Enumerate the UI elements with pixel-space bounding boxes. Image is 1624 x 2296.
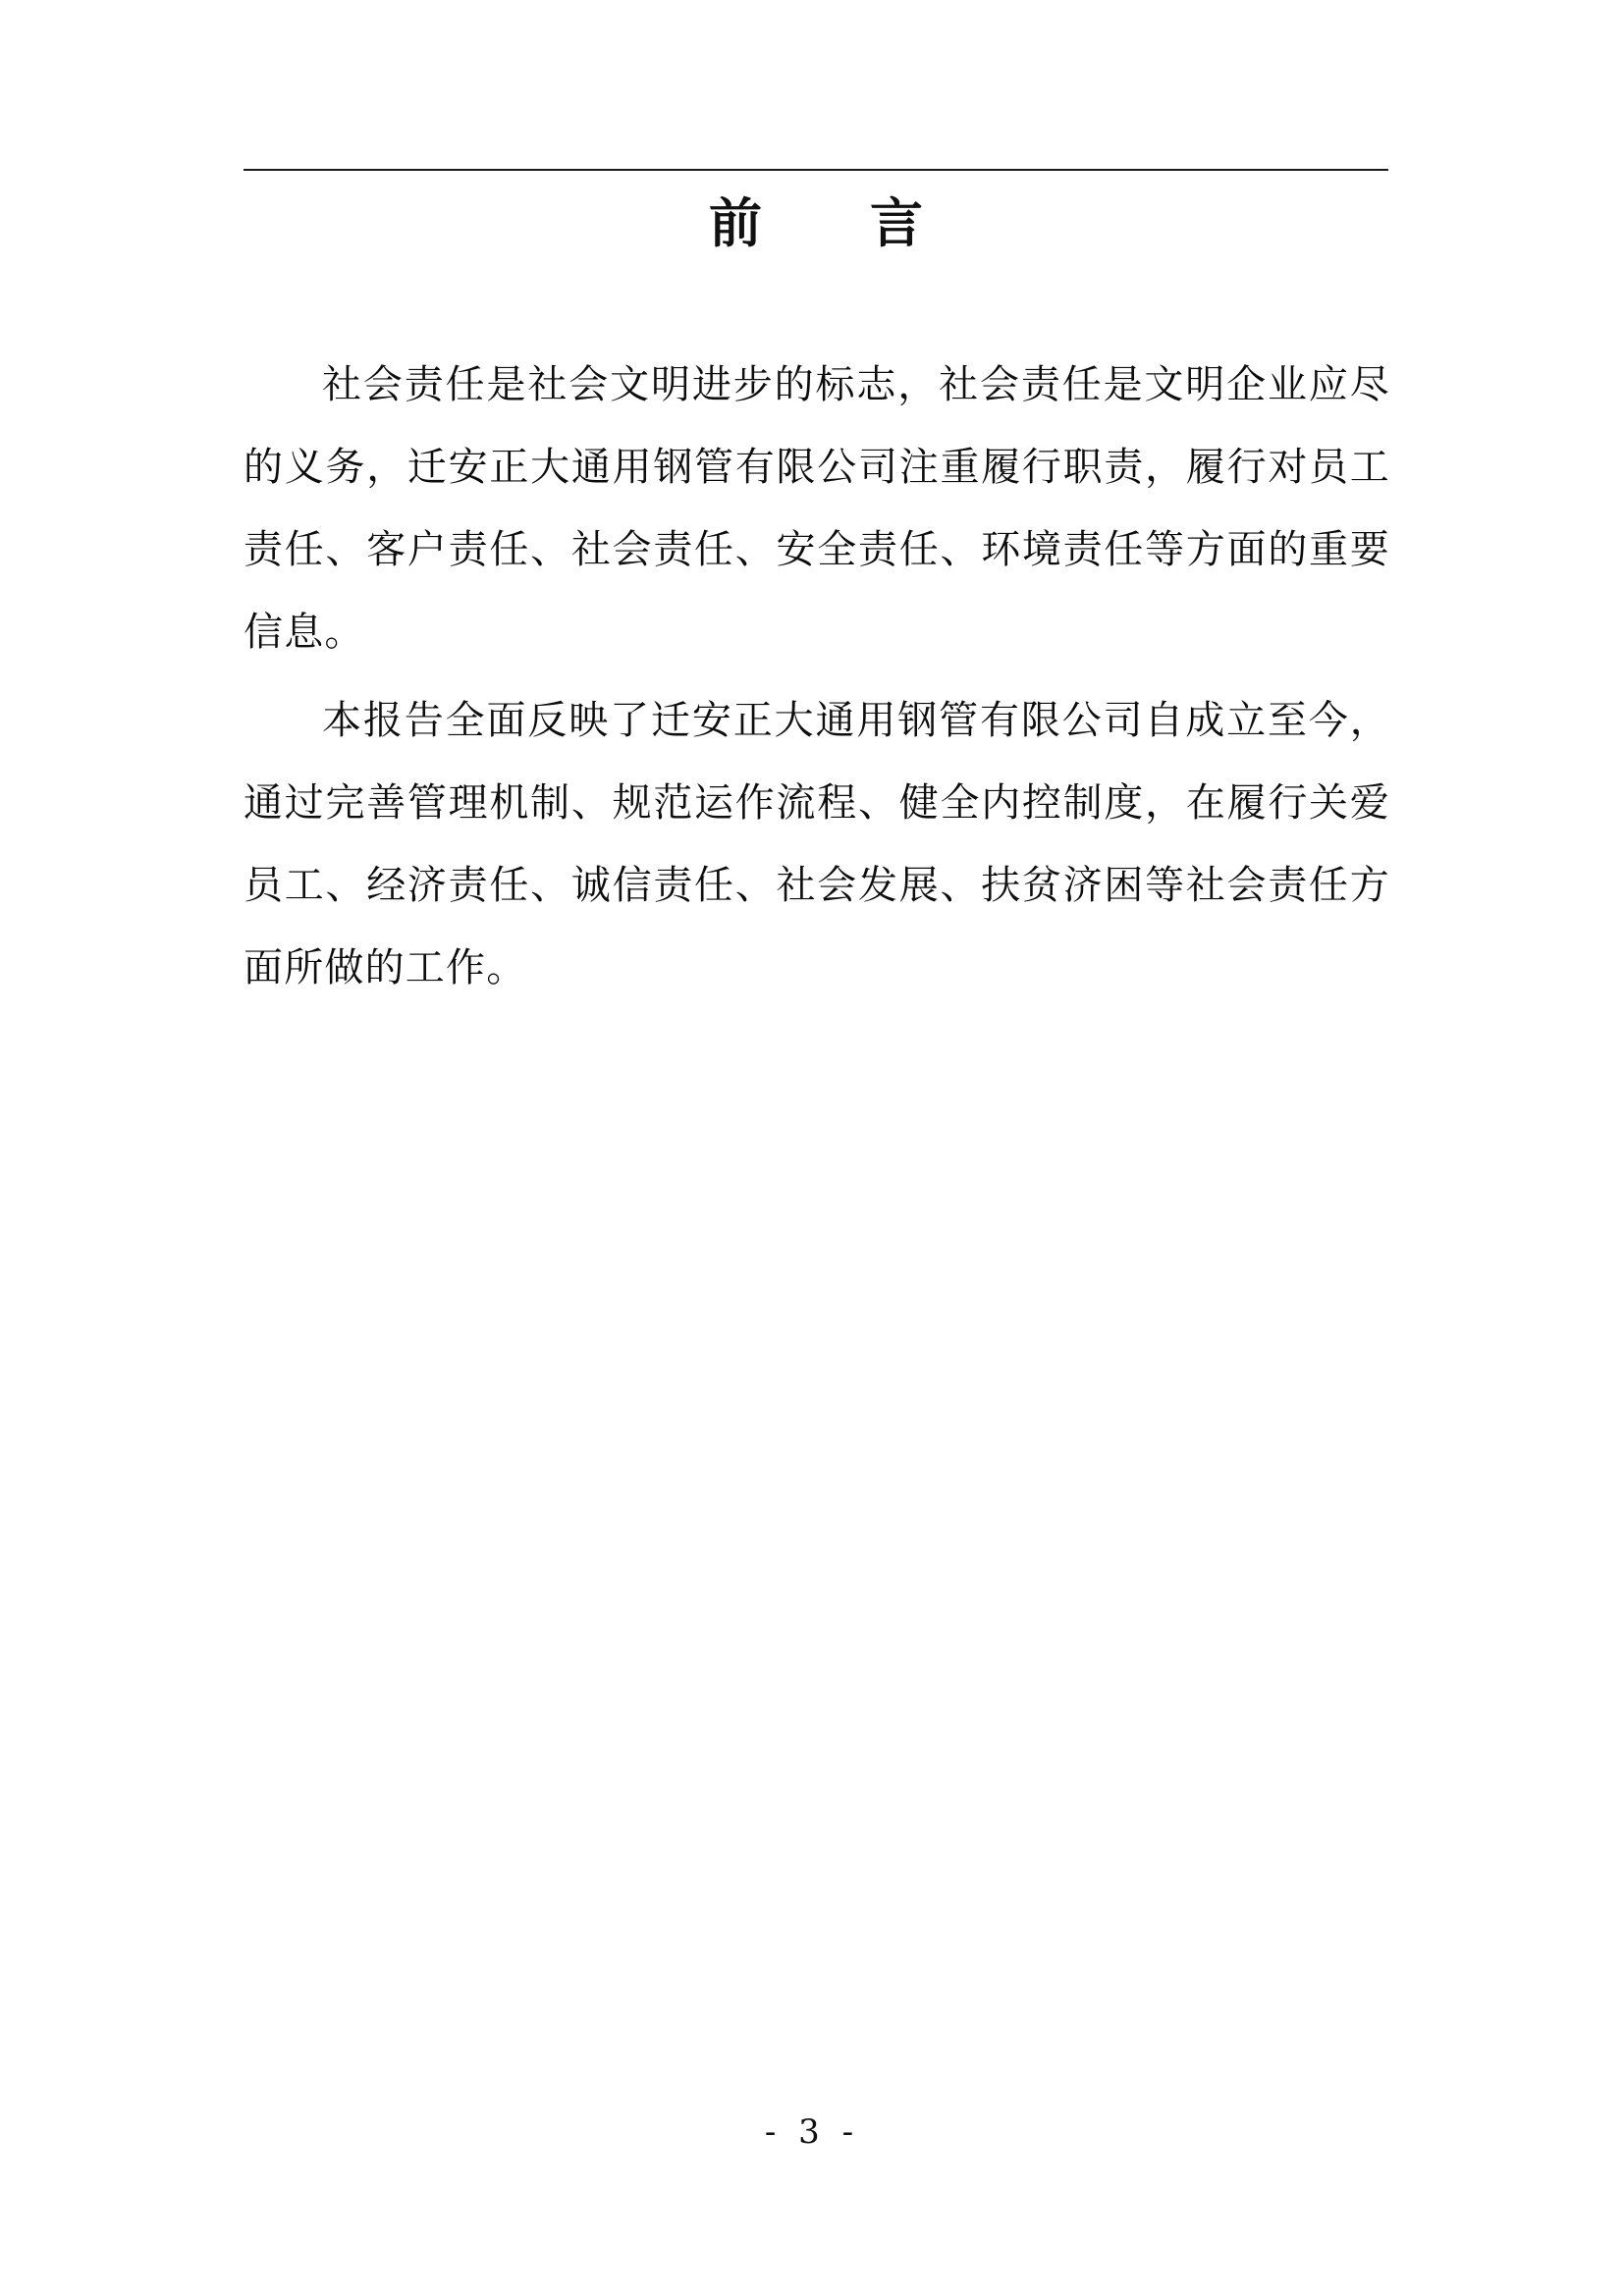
document-body xyxy=(244,344,1390,1015)
header-divider xyxy=(244,169,1388,171)
page-title: 前 言 xyxy=(709,191,950,254)
paragraph-2: 本报告全面反映了迁安正大通用钢管有限公司自成立至今，通过完善管理机制、规范运作流程、健全内控制度，在履行关爱员工、经济责任、诚信责任、社会发展、扶贫济困等社会责任方面所做的工作。 xyxy=(244,698,1390,990)
paragraph-1: 社会责任是社会文明进步的标志，社会责任是文明企业应尽的义务，迁安正大通用钢管有限公司注重履行职责，履行对员工责任、客户责任、社会责任、安全责任、环境责任等方面的重要信息。 xyxy=(244,362,1390,655)
page-number: - 3 - xyxy=(764,2112,860,2152)
